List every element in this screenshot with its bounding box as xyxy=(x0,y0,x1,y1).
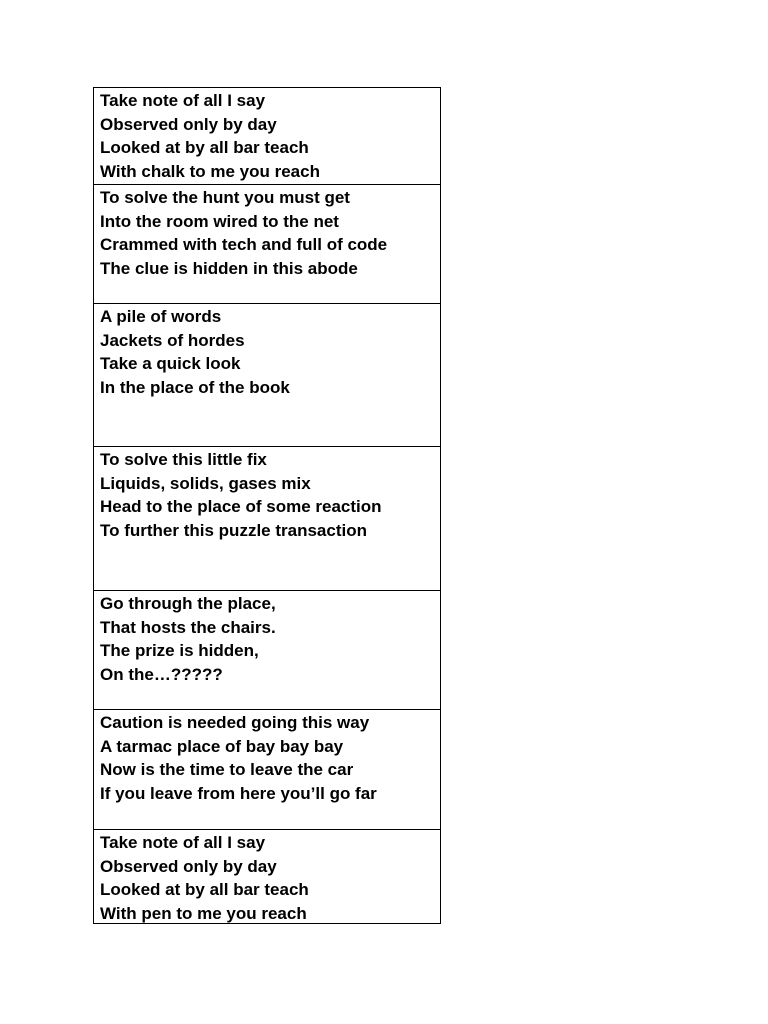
clue-table xyxy=(93,87,441,924)
clue-4-line-2: Liquids, solids, gases mix xyxy=(100,473,311,493)
clue-7-line-1: Take note of all I say xyxy=(100,833,266,852)
clue-2-line-1: To solve the hunt you must get xyxy=(100,188,350,207)
clue-5-line-1: Go through the place, xyxy=(100,594,276,613)
clue-2-line-3: Crammed with tech and full of code xyxy=(100,235,388,255)
clue-1-line-2: Observed only by day xyxy=(100,114,277,134)
clue-3-line-3: Take a quick look xyxy=(100,354,241,374)
clue-5-line-4: On the…????? xyxy=(100,664,223,684)
clue-7-line-2: Observed only by day xyxy=(100,856,277,876)
clue-6-line-2: A tarmac place of bay bay bay xyxy=(100,736,344,756)
clue-cell-3 xyxy=(94,303,440,446)
clue-cell-4 xyxy=(94,446,440,590)
clue-cell-7 xyxy=(94,829,440,923)
clue-cell-5 xyxy=(94,590,440,709)
clue-cell-2 xyxy=(94,184,440,303)
clue-1-line-1: Take note of all I say xyxy=(100,91,266,110)
clue-5-line-2: That hosts the chairs. xyxy=(100,617,276,637)
clue-3-line-2: Jackets of hordes xyxy=(100,330,245,350)
clue-5-line-3: The prize is hidden, xyxy=(100,641,259,661)
clue-2-line-4: The clue is hidden in this abode xyxy=(100,258,358,278)
clue-cell-1 xyxy=(94,88,440,184)
clue-1-line-4: With chalk to me you reach xyxy=(100,161,320,181)
clue-6-line-4: If you leave from here you’ll go far xyxy=(100,783,377,803)
clue-6-line-1: Caution is needed going this way xyxy=(100,713,370,732)
clue-1-line-3: Looked at by all bar teach xyxy=(100,138,309,158)
clue-4-line-3: Head to the place of some reaction xyxy=(100,497,382,517)
clue-7-line-4: With pen to me you reach xyxy=(100,903,307,923)
clue-4-line-4: To further this puzzle transaction xyxy=(100,520,367,540)
clue-cell-6 xyxy=(94,709,440,829)
clue-3-line-1: A pile of words xyxy=(100,307,222,326)
clue-2-line-2: Into the room wired to the net xyxy=(100,211,339,231)
clue-4-line-1: To solve this little fix xyxy=(100,450,267,469)
clue-7-line-3: Looked at by all bar teach xyxy=(100,880,309,900)
clue-6-line-3: Now is the time to leave the car xyxy=(100,760,354,780)
clue-3-line-4: In the place of the book xyxy=(100,377,290,397)
